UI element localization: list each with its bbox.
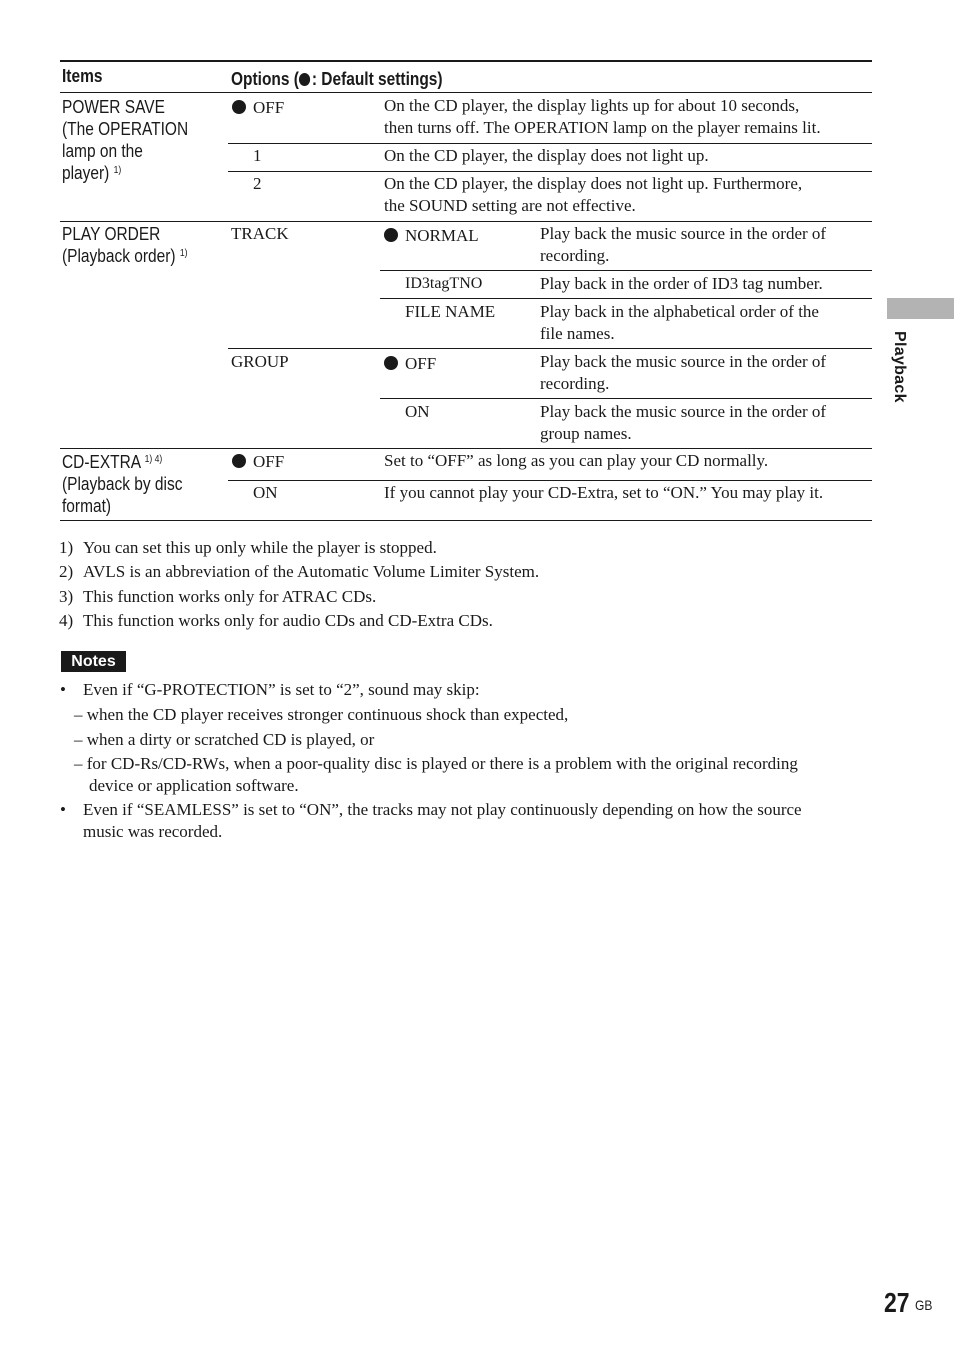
sub-item-group: GROUP bbox=[231, 352, 289, 371]
options-header-prefix: Options ( bbox=[231, 69, 299, 89]
footnote-ref: 1) bbox=[113, 165, 122, 176]
row-rule bbox=[380, 298, 872, 299]
item-line: PLAY ORDER bbox=[62, 224, 161, 244]
side-tab-label: Playback bbox=[891, 331, 908, 403]
option-description: If you cannot play your CD-Extra, set to “ON.” You may play it. bbox=[384, 483, 824, 502]
note-bullet: • bbox=[60, 680, 66, 699]
default-bullet-icon bbox=[384, 356, 398, 370]
option-description: Play back the music source in the order of recording. bbox=[540, 224, 827, 265]
item-line: (Playback by disc bbox=[62, 474, 183, 494]
option-description: Play back in the alphabetical order of the file names. bbox=[540, 302, 819, 343]
default-bullet-icon bbox=[232, 100, 246, 114]
row-rule bbox=[228, 480, 872, 481]
note-bullet: • bbox=[60, 800, 66, 819]
row-rule bbox=[228, 348, 872, 349]
option-off: OFF bbox=[384, 353, 436, 375]
notes-label: Notes bbox=[61, 651, 126, 672]
default-bullet-icon bbox=[232, 454, 246, 468]
note-subitem: – when a dirty or scratched CD is played, or bbox=[74, 730, 375, 749]
footnote: 4) This function works only for audio CDs and CD-Extra CDs. bbox=[59, 611, 493, 630]
page-region-code: GB bbox=[915, 1297, 933, 1313]
item-line: player) $^{1)}$ bbox=[62, 163, 122, 183]
note-subitem-continued: device or application software. bbox=[89, 776, 299, 795]
item-line: format) bbox=[62, 496, 112, 516]
item-line: lamp on the bbox=[62, 141, 143, 161]
option-on: ON bbox=[405, 402, 430, 421]
option-id3tagtno: ID3tagTNO bbox=[405, 275, 483, 292]
column-header-items: Items bbox=[62, 66, 103, 86]
row-rule bbox=[380, 270, 872, 271]
note-subitem: – for CD-Rs/CD-RWs, when a poor-quality disc is played or there is a problem with the original recording bbox=[74, 754, 798, 773]
option-description: On the CD player, the display does not light up. Furthermore, the SOUND setting are not effective. bbox=[384, 174, 803, 215]
sub-item-track: TRACK bbox=[231, 224, 289, 243]
options-header-suffix: : Default settings) bbox=[311, 69, 443, 89]
note-subitem: – when the CD player receives stronger continuous shock than expected, bbox=[74, 705, 569, 724]
section-rule bbox=[60, 221, 872, 222]
option-file-name: FILE NAME bbox=[405, 302, 496, 321]
footnote-ref: 1) bbox=[179, 248, 188, 259]
column-header-options bbox=[231, 68, 443, 90]
item-line: POWER SAVE bbox=[62, 97, 165, 117]
table-bottom-rule bbox=[60, 520, 872, 521]
section-rule bbox=[60, 448, 872, 449]
footnote: 3) This function works only for ATRAC CDs. bbox=[59, 587, 377, 606]
option-normal: NORMAL bbox=[384, 225, 479, 247]
option-on: ON bbox=[253, 483, 278, 502]
footnote: 1) You can set this up only while the player is stopped. bbox=[59, 538, 437, 557]
default-bullet-icon bbox=[384, 228, 398, 242]
note-item-continued: music was recorded. bbox=[83, 822, 223, 841]
option-description: On the CD player, the display does not light up. bbox=[384, 146, 709, 165]
option-description: Play back the music source in the order of group names. bbox=[540, 402, 827, 443]
item-line: (The OPERATION bbox=[62, 119, 189, 139]
option-1: 1 bbox=[253, 146, 262, 165]
header-rule bbox=[60, 92, 872, 93]
row-rule bbox=[228, 143, 872, 144]
table-top-rule bbox=[60, 60, 872, 62]
option-description: Play back the music source in the order of recording. bbox=[540, 352, 827, 393]
option-off: OFF bbox=[232, 97, 284, 119]
option-2: 2 bbox=[253, 174, 262, 193]
option-description: Set to “OFF” as long as you can play your CD normally. bbox=[384, 451, 769, 470]
option-description: On the CD player, the display lights up for about 10 seconds, then turns off. The OPERATION lamp on the player remains lit. bbox=[384, 96, 821, 137]
note-item: Even if “G-PROTECTION” is set to “2”, sound may skip: bbox=[83, 680, 480, 699]
item-play-order bbox=[62, 223, 188, 267]
item-line: CD-EXTRA $^{1) 4)}$ bbox=[62, 452, 163, 472]
row-rule bbox=[380, 398, 872, 399]
option-off: OFF bbox=[232, 451, 284, 473]
footnote: 2) AVLS is an abbreviation of the Automatic Volume Limiter System. bbox=[59, 562, 540, 581]
row-rule bbox=[228, 171, 872, 172]
item-power-save bbox=[62, 96, 188, 184]
footnote-ref: 1) 4) bbox=[144, 454, 163, 465]
item-cd-extra bbox=[62, 451, 182, 517]
item-line: (Playback order) $^{1)}$ bbox=[62, 246, 188, 266]
page-number: 27 bbox=[884, 1287, 910, 1318]
default-bullet-icon bbox=[299, 73, 310, 86]
option-description: Play back in the order of ID3 tag number. bbox=[540, 274, 823, 293]
note-item: Even if “SEAMLESS” is set to “ON”, the tracks may not play continuously depending on how the source bbox=[83, 800, 802, 819]
side-tab-marker bbox=[887, 298, 954, 319]
